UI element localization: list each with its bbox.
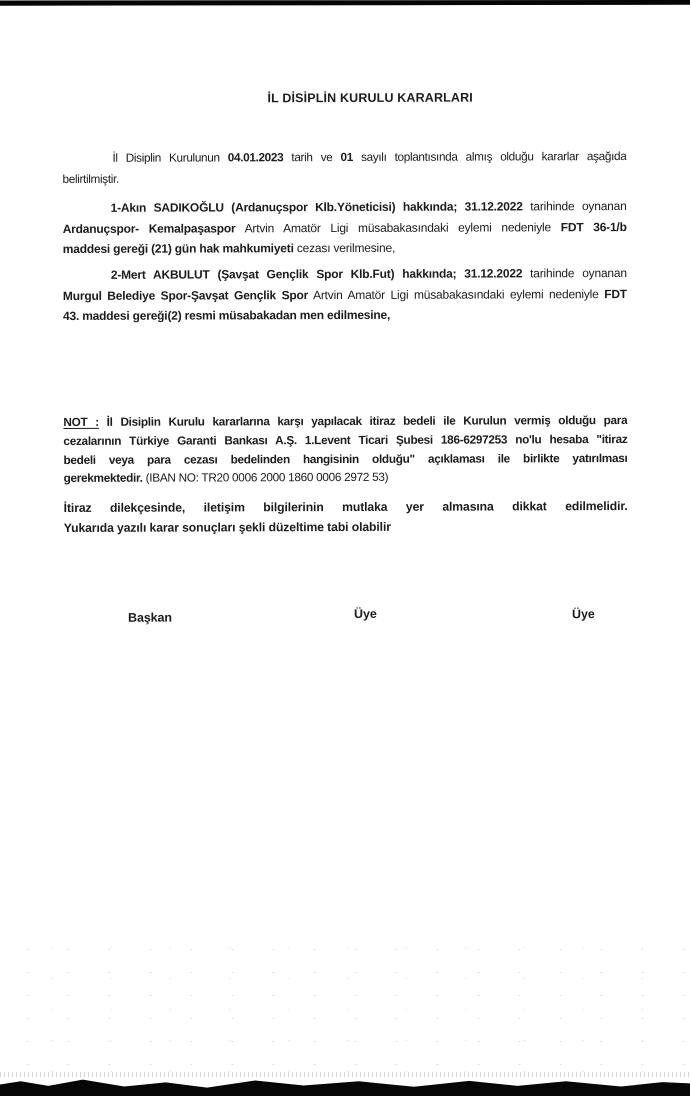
decision-1-paragraph (63, 196, 627, 259)
text-line (62, 167, 626, 189)
text-line (63, 304, 627, 326)
text-segment: İtiraz dilekçesinde, iletişim bilgilerinin mutlaka yer almasına dikkat edilmelidir. (63, 499, 628, 515)
text-segment: FDT 36-1/b (560, 219, 627, 234)
text-segment: FDT (604, 286, 627, 301)
text-line (63, 263, 627, 285)
text-segment: cezalarının Türkiye Garanti Bankası A.Ş. 1.Levent Ticari Şubesi 186-6297253 no'lu hesaba "itiraz (63, 431, 628, 448)
signature-chairman-label: Başkan (128, 610, 172, 625)
document-title: İL DİSİPLİN KURULU KARARLARI (267, 90, 473, 106)
text-line (63, 237, 627, 259)
first-line-indent (63, 211, 111, 212)
text-segment: tarihinde oynanan (530, 266, 627, 281)
decision-2-paragraph (63, 263, 627, 326)
text-line (64, 516, 628, 538)
first-line-indent (62, 161, 112, 162)
text-segment: cezası verilmesine, (296, 240, 396, 256)
signature-member-1-label: Üye (354, 606, 377, 621)
text-segment: 43. maddesi gereği(2) resmi müsabakadan men edilmesine, (62, 307, 391, 323)
first-line-indent (63, 278, 111, 279)
text-segment: Ardanuçspor- Kemalpaşaspor (62, 220, 236, 236)
text-segment: (IBAN NO: TR20 0006 2000 1860 0006 2972 53) (145, 470, 389, 486)
text-segment: Yukarıda yazılı karar sonuçları şekli düzeltime tabi olabilir (63, 519, 391, 535)
text-line (63, 284, 627, 306)
text-line (64, 467, 628, 488)
text-segment: bedeli veya para cezası bedelinden hangisinin olduğu" açıklaması ile birlikte yatırılması (63, 450, 628, 467)
text-segment: sayılı toplantısında almış olduğu kararlar aşağıda (361, 149, 627, 164)
text-segment: tarih ve (291, 150, 333, 165)
text-segment: maddesi gereği (21) gün hak mahkumiyeti (62, 241, 294, 256)
text-segment: Murgul Belediye Spor-Şavşat Gençlik Spor (62, 287, 309, 303)
text-segment: Artvin Amatör Ligi müsabakasındaki eylemi nedeniyle (313, 286, 599, 302)
text-segment: gerekmektedir. (63, 471, 143, 486)
text-segment: belirtilmiştir. (62, 171, 119, 186)
text-segment: 04.01.2023 (227, 150, 284, 165)
text-line (63, 196, 627, 218)
note-paragraph (63, 411, 627, 488)
note-label: NOT : (63, 414, 99, 429)
text-segment: İl Disiplin Kurulunun (112, 150, 220, 165)
text-line (64, 496, 628, 518)
appeal-paragraph (64, 496, 628, 538)
text-segment: 01 (340, 149, 353, 165)
text-segment: 2-Mert AKBULUT (Şavşat Gençlik Spor Klb.Fut) hakkında; 31.12.2022 (110, 266, 523, 282)
text-segment: tarihinde oynanan (530, 199, 627, 214)
text-line (63, 411, 627, 432)
text-line (63, 217, 627, 239)
text-segment: Artvin Amatör Ligi müsabakasındaki eylemi nedeniyle (244, 219, 551, 235)
text-line (62, 146, 626, 168)
text-segment: İl Disiplin Kurulu kararlarına karşı yapılacak itiraz bedeli ile Kurulun vermiş olduğu para (106, 413, 628, 429)
text-line (63, 430, 627, 451)
signature-member-2-label: Üye (572, 607, 595, 622)
intro-paragraph (62, 146, 626, 189)
text-segment: 1-Akın SADIKOĞLU (Ardanuçspor Klb.Yöneticisi) hakkında; 31.12.2022 (110, 199, 523, 215)
text-line (63, 449, 627, 470)
